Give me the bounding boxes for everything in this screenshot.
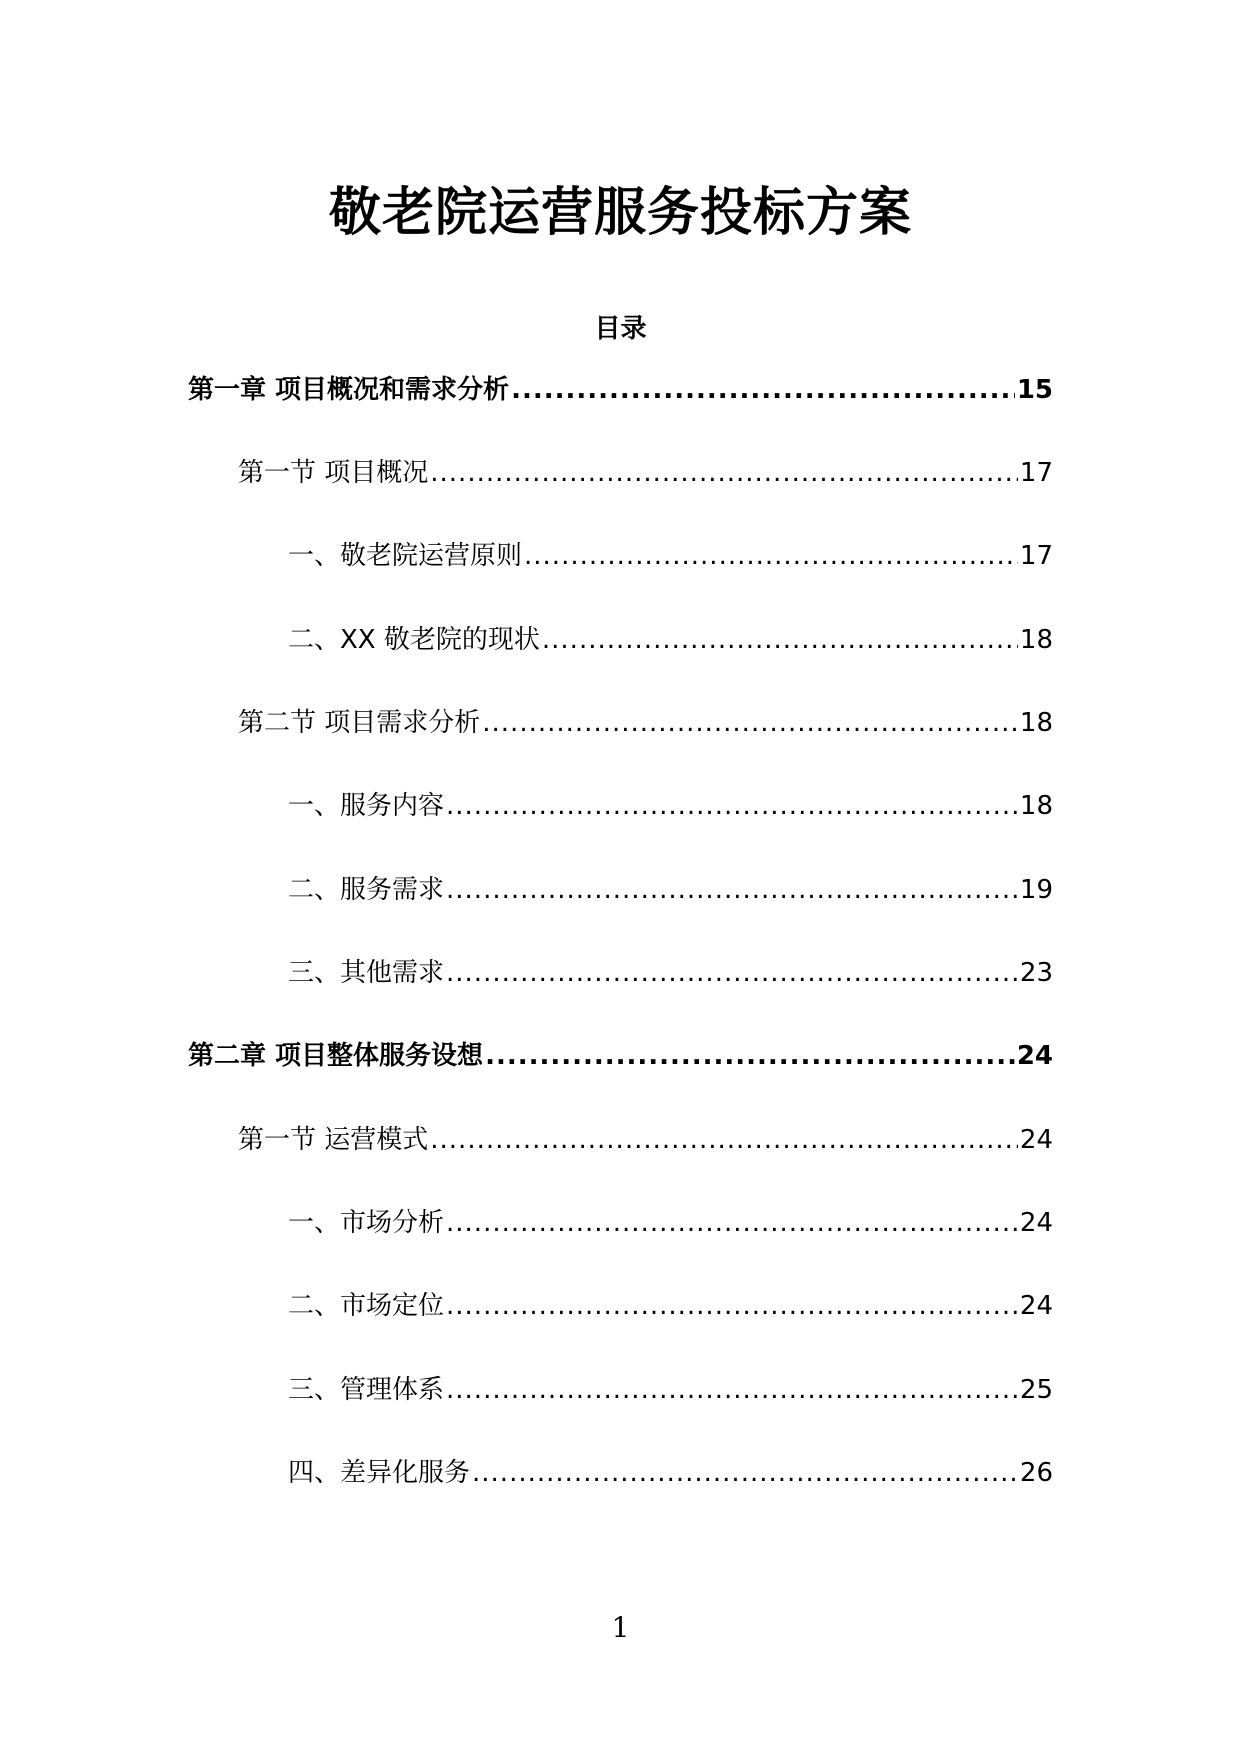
toc-entry-label: 一、敬老院运营原则 <box>288 541 523 571</box>
toc-entry-label: 第一节 运营模式 <box>238 1125 429 1155</box>
toc-entry-page: 17 <box>1019 541 1053 571</box>
toc-entry-subsection[interactable] <box>288 1205 1053 1241</box>
toc-entry-subsection[interactable] <box>288 1455 1053 1491</box>
toc-entry-section[interactable] <box>238 455 1053 491</box>
toc-entry-page: 26 <box>1019 1458 1053 1488</box>
toc-entry-page: 24 <box>1019 1125 1053 1155</box>
toc-entry-label: 二、XX 敬老院的现状 <box>288 625 540 655</box>
toc-entry-subsection[interactable] <box>288 538 1053 574</box>
toc-entry-page: 23 <box>1019 958 1053 988</box>
toc-heading: 目录 <box>594 314 647 344</box>
toc-entry-subsection[interactable] <box>288 872 1053 908</box>
toc-entry-subsection[interactable] <box>288 788 1053 824</box>
toc-entry-chapter-1[interactable] <box>188 372 1053 408</box>
toc-entry-page: 18 <box>1019 791 1053 821</box>
toc-leader-dots <box>485 1038 1015 1074</box>
toc-leader-dots <box>430 455 1018 491</box>
toc-entry-page: 15 <box>1016 375 1053 405</box>
toc-entry-label: 四、差异化服务 <box>288 1458 471 1488</box>
toc-entry-page: 24 <box>1019 1291 1053 1321</box>
toc-entry-label: 三、管理体系 <box>288 1375 445 1405</box>
toc-leader-dots <box>511 372 1015 408</box>
toc-leader-dots <box>472 1455 1018 1491</box>
toc-entry-page: 24 <box>1019 1208 1053 1238</box>
toc-entry-subsection[interactable] <box>288 1288 1053 1324</box>
toc-entry-label: 一、服务内容 <box>288 791 445 821</box>
toc-entry-label: 三、其他需求 <box>288 958 445 988</box>
toc-entry-subsection[interactable] <box>288 622 1053 658</box>
toc-entry-label: 一、市场分析 <box>288 1208 445 1238</box>
toc-leader-dots <box>446 1288 1018 1324</box>
toc-entry-page: 17 <box>1019 458 1053 488</box>
toc-leader-dots <box>446 788 1018 824</box>
toc-entry-page: 18 <box>1019 625 1053 655</box>
toc-leader-dots <box>482 705 1018 741</box>
toc-entry-label: 第一章 项目概况和需求分析 <box>188 375 510 405</box>
toc-entry-label: 二、服务需求 <box>288 875 445 905</box>
toc-leader-dots <box>446 1205 1018 1241</box>
toc-entry-section[interactable] <box>238 1122 1053 1158</box>
toc-leader-dots <box>446 1372 1018 1408</box>
toc-leader-dots <box>542 622 1018 658</box>
toc-entry-label: 第一节 项目概况 <box>238 458 429 488</box>
toc-entry-subsection[interactable] <box>288 955 1053 991</box>
toc-leader-dots <box>524 538 1018 574</box>
toc-entry-page: 24 <box>1016 1041 1053 1071</box>
toc-leader-dots <box>446 872 1018 908</box>
toc-entry-label: 第二章 项目整体服务设想 <box>188 1041 484 1071</box>
toc-leader-dots <box>430 1122 1018 1158</box>
toc-entry-label: 二、市场定位 <box>288 1291 445 1321</box>
toc-entry-chapter-2[interactable] <box>188 1038 1053 1074</box>
toc-leader-dots <box>446 955 1018 991</box>
toc-entry-page: 25 <box>1019 1375 1053 1405</box>
toc-entry-section[interactable] <box>238 705 1053 741</box>
page-number: 1 <box>611 1611 630 1644</box>
toc-entry-label: 第二节 项目需求分析 <box>238 708 481 738</box>
document-title: 敬老院运营服务投标方案 <box>328 183 912 243</box>
toc-entry-page: 18 <box>1019 708 1053 738</box>
toc-entry-subsection[interactable] <box>288 1372 1053 1408</box>
toc-entry-page: 19 <box>1019 875 1053 905</box>
